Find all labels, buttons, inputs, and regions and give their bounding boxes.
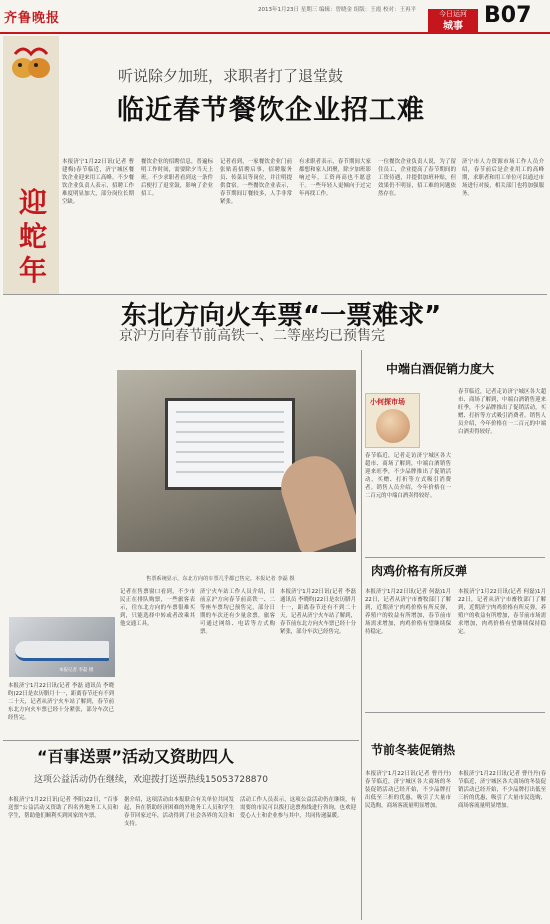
story3-subheadline: 这项公益活动仍在继续，欢迎拨打送票热线15053728870 [34, 775, 268, 785]
story3-column: 本报济宁1月22日讯(记者 李阳)22日，“百事送票”公益活动又资助了四名外地务工人员和学生，帮助他们顺利买到回家的车票。 [8, 797, 118, 819]
today-tag: 今日运河 [428, 9, 478, 20]
story1-kicker: 听说除夕加班，求职者打了退堂鼓 [118, 67, 344, 85]
chicken-column: 本报济宁1月22日讯(记者 何磊)1月22日，记者从济宁市畜牧部门了解到，近期济宁肉鸡价格有所反弹，养殖户的收益有所增加，春节前市场需求增加，肉鸡价格有望继续保持稳定。 [365, 589, 451, 635]
column-divider [361, 350, 362, 920]
page-number: B07 [484, 3, 532, 28]
column-logo [365, 393, 420, 448]
story1-column: 一位餐饮企业负责人说，为了留住员工，企业提高了春节期间的工资待遇，并提供加班补贴，但效果仍不明显，招工难的问题依然存在。 [378, 159, 456, 197]
section-tag: 城事 [428, 20, 478, 33]
story1-column: 餐饮企业的招聘信息，普遍标明工作时间，需要除夕当天上班。不少求职者看到这一条件后便打了退堂鼓，影响了企业招工。 [141, 159, 213, 197]
columnist-avatar [376, 409, 410, 443]
photo-caption: 售票系统显示，东北方向的车票几乎都已售完。本报记者 李磊 摄 [146, 576, 295, 582]
story1-column: 有求职者表示，春节期间大家都想和家人团聚，除夕加班影响过年，工资再高也不愿意干。一些年轻人更倾向于过完年再找工作。 [299, 159, 371, 197]
story3-column: 活动工作人员表示，这项公益活动仍在继续，有需要的市民可以拨打送票热线进行咨询，也欢迎爱心人士和企业参与其中，共同传递温暖。 [240, 797, 356, 819]
chicken-headline: 肉鸡价格有所反弹 [371, 564, 468, 578]
newspaper-logo: 齐鲁晚报 [4, 11, 61, 26]
dateline: 2013年1月23日 星期三 编辑：曾晓金 组版：王霞 校对：王再平 [258, 7, 416, 13]
story1-headline: 临近春节餐饮企业招工难 [117, 95, 425, 126]
story2-column: 本报济宁1月22日讯(记者 李磊 通讯员 李晓昀)22日是农历腊月十一，距离春节还有不到二十天，记者从济宁火车站了解到，春节前东北方向火车票已经十分紧张，部分车次已经售完。 [280, 589, 356, 635]
liquor-headline: 中端白酒促销力度大 [386, 362, 495, 376]
story3-headline: “百事送票”活动又资助四人 [37, 747, 235, 766]
story2-column: 记者在售票窗口看到，不少市民正在排队购票，一些旅客表示，往东北方向的车票很难买到，只能选择中转或者改乘其他交通工具。 [120, 589, 195, 627]
train-photo [9, 617, 115, 677]
section-divider [365, 557, 545, 558]
festive-banner [3, 36, 59, 294]
masthead [0, 0, 550, 34]
liquor-column: 春节临近，记者走访济宁城区各大超市、商场了解到，中端白酒销售迎来旺季，不少品牌推出了促销活动，买赠、打折等方式吸引消费者。销售人员介绍，今年价格在一二百元的中端白酒卖得较好。 [365, 453, 451, 499]
festive-char: 年 [18, 254, 47, 287]
festive-char: 蛇 [18, 220, 47, 253]
winter-sale-column: 本报济宁1月22日讯(记者 曹丹丹)春节临近，济宁城区各大商场的冬装促销活动已经开始，不少品牌打出低至三折的优惠，吸引了大量市民选购，商场客流量明显增加。 [458, 771, 546, 809]
winter-sale-column: 本报济宁1月22日讯(记者 曹丹丹)春节临近，济宁城区各大商场的冬装促销活动已经开始，不少品牌打出低至三折的优惠，吸引了大量市民选购，商场客流量明显增加。 [365, 771, 451, 809]
snake-mascot-icon [9, 42, 53, 82]
story3-column: 据介绍，这项活动由本报联合有关单位共同发起，旨在帮助经济困难的外地务工人员和学生春节回家过年，活动得到了社会各界的关注和支持。 [124, 797, 234, 827]
story2-subheadline: 京沪方向春节前高铁一、二等座均已预售完 [119, 328, 385, 344]
winter-sale-headline: 节前冬装促销热 [371, 743, 456, 757]
liquor-column: 春节临近，记者走访济宁城区各大超市、商场了解到，中端白酒销售迎来旺季，不少品牌推出了促销活动，买赠、打折等方式吸引消费者。销售人员介绍，今年价格在一二百元的中端白酒卖得较好。 [458, 389, 546, 435]
train-photo-caption: 本报记者 李磊 摄 [59, 668, 94, 673]
story2-column: 本报济宁1月22日讯(记者 李磊 通讯员 李晓昀)22日是农历腊月十一，距离春节还有不到二十天，记者从济宁火车站了解到，春节前东北方向火车票已经十分紧张，部分车次已经售完。 [8, 683, 114, 721]
festive-title [13, 186, 53, 288]
story1-column: 济宁市人力资源市场工作人员介绍，春节前后是企业用工的高峰期，求职者和用工单位可以通过市场进行对接，相关部门也将加强服务。 [462, 159, 544, 197]
ticket-screen [165, 398, 295, 490]
ticket-screen-photo [117, 370, 356, 552]
train [15, 641, 109, 661]
story2-headline: 东北方向火车票“一票难求” [121, 301, 442, 331]
section-divider [3, 740, 359, 741]
chicken-column: 本报济宁1月22日讯(记者 何磊)1月22日，记者从济宁市畜牧部门了解到，近期济宁肉鸡价格有所反弹，养殖户的收益有所增加，春节前市场需求增加，肉鸡价格有望继续保持稳定。 [458, 589, 546, 635]
section-divider [365, 712, 545, 713]
story1-column: 本报济宁1月22日讯(记者 曹建梅)春节临近，济宁城区餐饮企业迎来用工高峰。不少餐饮企业负责人表示，招聘工作难度明显加大，部分岗位长期空缺。 [62, 159, 134, 205]
column-logo-title: 小何探市场 [370, 398, 405, 406]
festive-char: 迎 [18, 186, 47, 219]
story2-column: 济宁火车站工作人员介绍，目前京沪方向春节前高铁一、二等座车票均已预售完，部分日期的车次还有少量余票，旅客可通过网络、电话等方式购票。 [200, 589, 275, 635]
story1-column: 记者看到，一家餐饮企业门前张贴着招聘启事，招聘服务员、传菜员等岗位，并注明提供食宿。一些餐饮企业表示，春节期间订餐较多，人手非常紧张。 [220, 159, 292, 205]
